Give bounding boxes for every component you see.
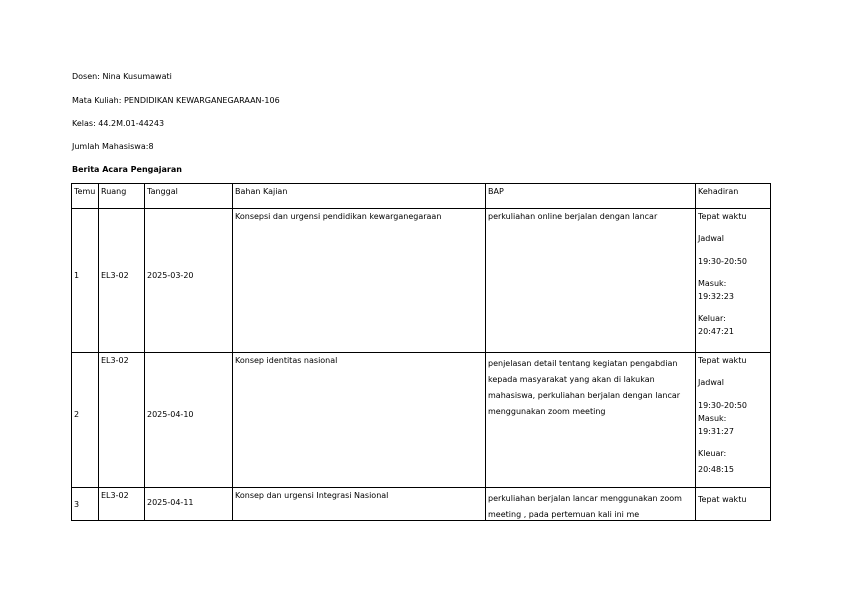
jadwal-value: 19:30-20:50 (698, 257, 747, 266)
bahan-kajian-cell: Konsep identitas nasional (233, 353, 486, 488)
keluar-value: 20:48:15 (698, 465, 734, 474)
kehadiran-status: Tepat waktu (698, 356, 747, 365)
table-header-row (72, 184, 771, 209)
jadwal-value: 19:30-20:50 (698, 401, 747, 410)
tanggal-cell: 2025-04-11 (145, 488, 233, 521)
table-row (72, 353, 771, 488)
temu-cell: 2 (72, 353, 99, 488)
column-header: Tanggal (145, 184, 233, 209)
tanggal-cell: 2025-04-10 (145, 353, 233, 488)
jadwal-label: Jadwal (698, 378, 725, 387)
dosen-text: Dosen: Nina Kusumawati (72, 72, 172, 81)
temu-cell: 1 (72, 209, 99, 353)
kelas-text: Kelas: 44.2M.01-44243 (72, 119, 165, 128)
jumlah-mahasiswa-text: Jumlah Mahasiswa:8 (72, 142, 154, 151)
kehadiran-status: Tepat waktu (698, 212, 747, 221)
berita-acara-table (71, 183, 771, 521)
tanggal-cell: 2025-03-20 (145, 209, 233, 353)
keluar-label: Kleuar: (698, 449, 727, 458)
keluar-value: 20:47:21 (698, 327, 734, 336)
temu-cell: 3 (72, 488, 99, 521)
kehadiran-cell (696, 353, 771, 488)
masuk-label: Masuk: (698, 279, 727, 288)
column-header: Temu (72, 184, 99, 209)
keluar-label: Keluar: (698, 314, 726, 323)
ruang-cell: EL3-02 (99, 209, 145, 353)
kehadiran-status: Tepat waktu (698, 495, 747, 504)
table-row (72, 488, 771, 521)
masuk-value: 19:32:23 (698, 292, 734, 301)
column-header: Kehadiran (696, 184, 771, 209)
bahan-kajian-cell: Konsep dan urgensi Integrasi Nasional (233, 488, 486, 521)
ruang-cell: EL3-02 (99, 353, 145, 488)
bahan-kajian-cell: Konsepsi dan urgensi pendidikan kewarganegaraan (233, 209, 486, 353)
masuk-label: Masuk: (698, 414, 727, 423)
kehadiran-cell (696, 209, 771, 353)
bap-cell: perkuliahan berjalan lancar menggunakan zoom meeting , pada pertemuan kali ini me (486, 488, 696, 521)
mata-kuliah-text: Mata Kuliah: PENDIDIKAN KEWARGANEGARAAN-106 (72, 96, 280, 105)
bap-cell: perkuliahan online berjalan dengan lancar (486, 209, 696, 353)
bap-cell: penjelasan detail tentang kegiatan pengabdian kepada masyarakat yang akan di lakukan mahasiswa, perkuliahan berjalan dengan lancar menggunakan zoom meeting (486, 353, 696, 488)
kehadiran-cell (696, 488, 771, 521)
column-header: BAP (486, 184, 696, 209)
column-header: Bahan Kajian (233, 184, 486, 209)
ruang-cell: EL3-02 (99, 488, 145, 521)
column-header: Ruang (99, 184, 145, 209)
masuk-value: 19:31:27 (698, 427, 734, 436)
section-title: Berita Acara Pengajaran (72, 165, 182, 174)
table-row (72, 209, 771, 353)
jadwal-label: Jadwal (698, 234, 725, 243)
